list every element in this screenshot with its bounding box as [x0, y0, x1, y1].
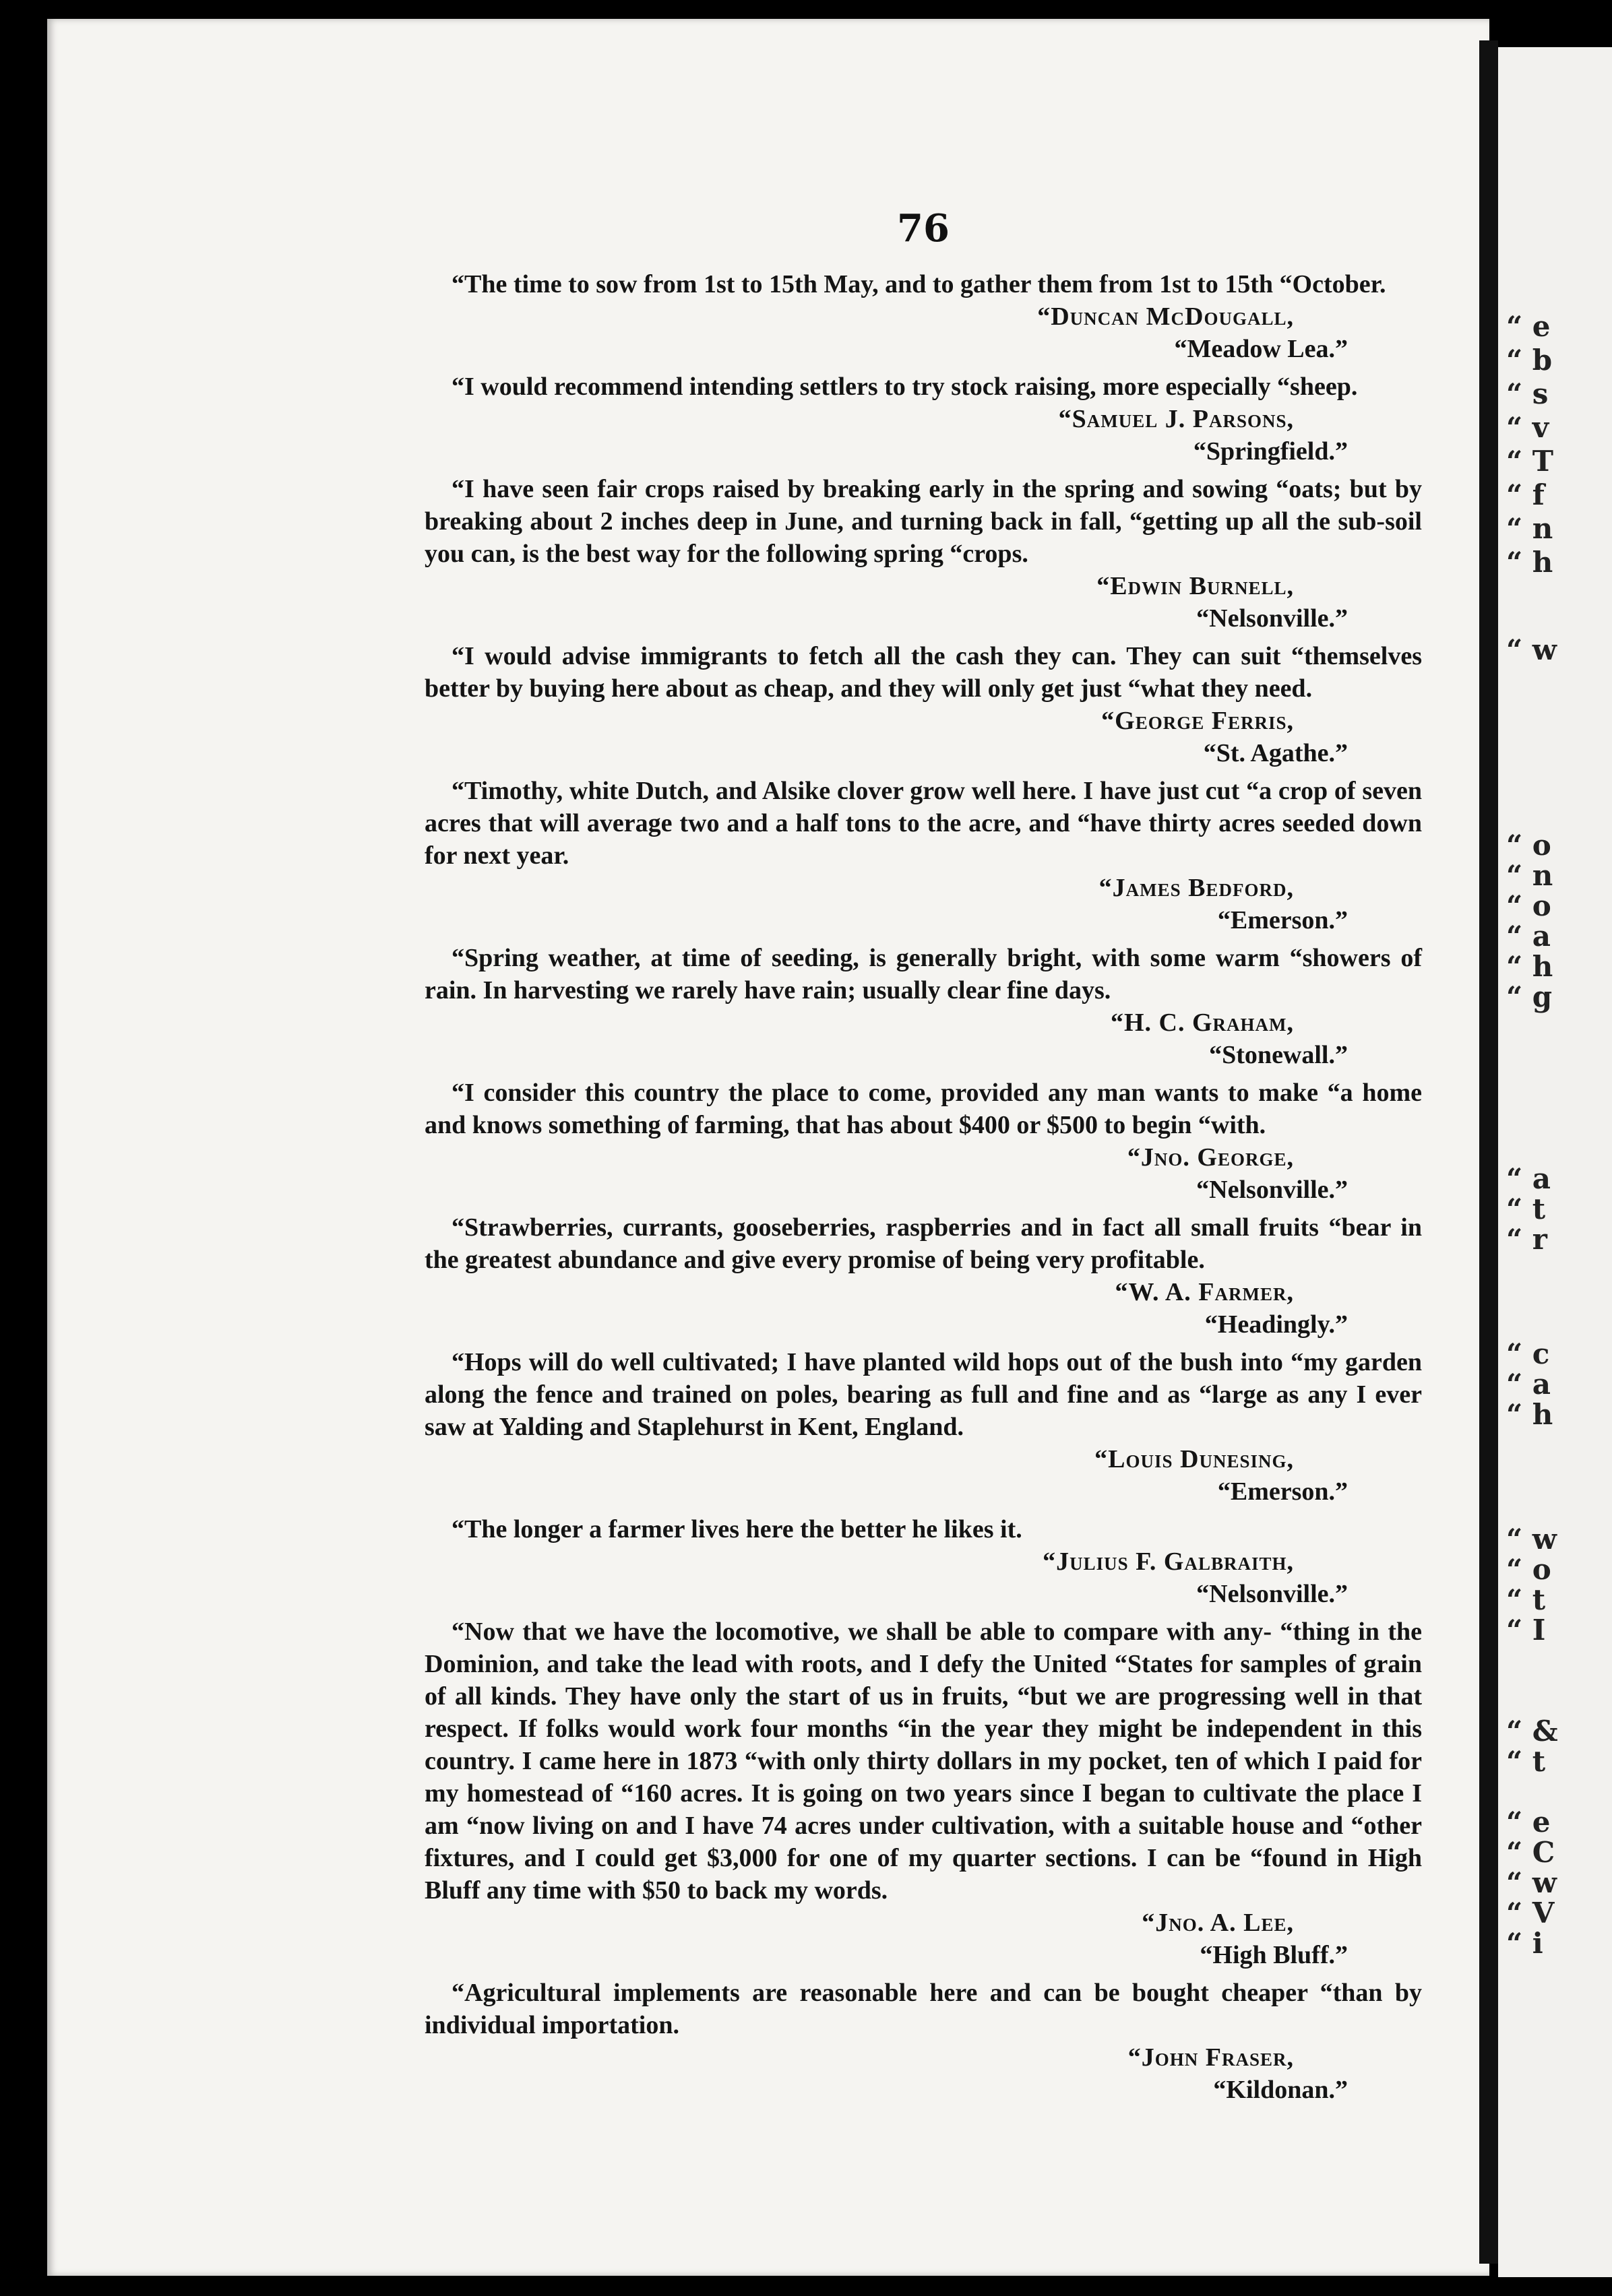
- author-name: “Julius F. Galbraith,: [1043, 1548, 1294, 1576]
- author-place: “Meadow Lea.”: [1174, 335, 1348, 363]
- testimonial-signature: [425, 705, 1422, 769]
- facing-page-fragment: “ g: [1506, 980, 1553, 1013]
- author-name: “George Ferris,: [1101, 707, 1294, 735]
- author-place: “Nelsonville.”: [1196, 604, 1348, 633]
- author-name: “Edwin Burnell,: [1096, 572, 1294, 600]
- author-name: “Louis Dunesing,: [1094, 1445, 1294, 1473]
- testimonial-entry: [425, 1346, 1422, 1508]
- facing-page-fragment: “ o: [1506, 829, 1551, 862]
- testimonial-signature: [425, 403, 1422, 468]
- testimonial-quote: “Spring weather, at time of seeding, is generally bright, with some warm “showers of rain. In harvesting we rarely have rain; usually clear fine days.: [425, 944, 1422, 1004]
- facing-page-fragment: “ n: [1506, 859, 1553, 892]
- facing-page-fragment: “ c: [1506, 1337, 1550, 1370]
- author-name: “Samuel J. Parsons,: [1058, 405, 1294, 433]
- facing-page-fragment: “ h: [1506, 1398, 1553, 1431]
- facing-page-fragment: “ w: [1506, 1866, 1557, 1899]
- author-place: “Kildonan.”: [1213, 2076, 1348, 2104]
- testimonial-entry: [425, 640, 1422, 769]
- facing-page-fragment: “ i: [1506, 1927, 1543, 1960]
- author-name: “James Bedford,: [1098, 874, 1294, 902]
- page-number: 76: [897, 206, 950, 251]
- testimonial-entry: [425, 1616, 1422, 1971]
- facing-page-fragment: “ b: [1506, 344, 1553, 377]
- testimonial-entry: [425, 1077, 1422, 1206]
- facing-page-fragment: “ e: [1506, 310, 1551, 343]
- testimonial-quote: “I have seen fair crops raised by breaking early in the spring and sowing “oats; but by breaking about 2 inches deep in June, and turning back in fall, “getting up all the sub-soil you can, is the best way for the following spring “crops.: [425, 475, 1422, 568]
- testimonial-signature: [425, 872, 1422, 936]
- author-place: “Springfield.”: [1193, 437, 1348, 466]
- testimonials: [425, 268, 1422, 2111]
- author-place: “St. Agathe.”: [1203, 739, 1348, 767]
- facing-page-fragment: “ h: [1506, 546, 1553, 579]
- testimonial-quote: “The time to sow from 1st to 15th May, and to gather them from 1st to 15th “October.: [452, 270, 1386, 298]
- facing-page-fragment: “ V: [1506, 1896, 1555, 1930]
- testimonial-signature: [425, 2041, 1422, 2106]
- facing-page-fragment: “ v: [1506, 411, 1549, 444]
- facing-page-fragment: “ f: [1506, 478, 1545, 511]
- testimonial-quote: “I would advise immigrants to fetch all the cash they can. They can suit “themselves better by buying here about as cheap, and they will only get just “what they need.: [425, 642, 1422, 703]
- facing-page-fragment: “ o: [1506, 889, 1551, 922]
- author-place: “Emerson.”: [1217, 1477, 1348, 1506]
- author-name: “W. A. Farmer,: [1115, 1278, 1294, 1306]
- testimonial-entry: [425, 371, 1422, 468]
- testimonial-entry: [425, 268, 1422, 365]
- facing-page-fragment: “ a: [1506, 1162, 1551, 1195]
- facing-page-fragment: “ w: [1506, 1523, 1557, 1556]
- facing-page-fragment: “ C: [1506, 1836, 1555, 1869]
- facing-page-fragment: “ e: [1506, 1806, 1551, 1839]
- testimonial-entry: [425, 1977, 1422, 2106]
- testimonial-signature: [425, 1443, 1422, 1508]
- author-place: “Headingly.”: [1204, 1310, 1348, 1339]
- author-place: “High Bluff.”: [1200, 1941, 1348, 1969]
- facing-page-fragment: “ o: [1506, 1553, 1551, 1586]
- facing-page-fragment: “ n: [1506, 512, 1553, 545]
- author-place: “Emerson.”: [1217, 906, 1348, 934]
- author-place: “Nelsonville.”: [1196, 1176, 1348, 1204]
- testimonial-signature: [425, 1907, 1422, 1971]
- author-name: “John Fraser,: [1127, 2043, 1294, 2072]
- facing-page-fragment: “ a: [1506, 920, 1551, 953]
- testimonial-entry: [425, 942, 1422, 1071]
- facing-page-fragment: “ a: [1506, 1368, 1551, 1401]
- facing-page-fragment: “ I: [1506, 1614, 1546, 1647]
- testimonial-signature: [425, 1545, 1422, 1610]
- testimonial-signature: [425, 570, 1422, 635]
- testimonial-quote: “Strawberries, currants, gooseberries, raspberries and in fact all small fruits “bear in the greatest abundance and give every promise of being very profitable.: [425, 1213, 1422, 1274]
- facing-page-fragment: “ t: [1506, 1745, 1546, 1778]
- testimonial-signature: [425, 1007, 1422, 1071]
- testimonial-signature: [425, 300, 1422, 365]
- author-name: “Duncan McDougall,: [1037, 302, 1294, 331]
- facing-page-fragment: “ w: [1506, 633, 1557, 666]
- facing-page-fragment: “ s: [1506, 377, 1549, 410]
- facing-page-fragment: “ &: [1506, 1715, 1558, 1748]
- author-place: “Nelsonville.”: [1196, 1580, 1348, 1608]
- facing-page-fragment: “ T: [1506, 445, 1554, 478]
- testimonial-quote: “Now that we have the locomotive, we shall be able to compare with any- “thing in the Dominion, and take the lead with roots, and I defy the United “States for samples of grain of all kinds. They have only the start of us in fruits, “but we are progressing well in that respect. If folks would work four months “in the year they might be independent in this country. I came here in 1873 “with only thirty dollars in my pocket, ten of which I paid for my homestead of “160 acres. It is going on two years since I began to cultivate the place I am “now living on and I have 74 acres under cultivation, with a suitable house and “other fixtures, and I could get $3,000 for one of my quarter sections. I can be “found in High Bluff any time with $50 to back my words.: [425, 1618, 1422, 1905]
- testimonial-quote: “I would recommend intending settlers to try stock raising, more especially “sheep.: [452, 373, 1358, 401]
- scanned-page: [47, 19, 1489, 2276]
- testimonial-entry: [425, 473, 1422, 635]
- testimonial-entry: [425, 1513, 1422, 1610]
- facing-page-fragment: “ t: [1506, 1192, 1546, 1225]
- testimonial-quote: “Timothy, white Dutch, and Alsike clover grow well here. I have just cut “a crop of seven acres that will average two and a half tons to the acre, and “have thirty acres seeded down for next year.: [425, 777, 1422, 870]
- testimonial-quote: “Agricultural implements are reasonable here and can be bought cheaper “than by individual importation.: [425, 1979, 1422, 2039]
- facing-page-fragment: “ t: [1506, 1583, 1546, 1616]
- testimonial-quote: “I consider this country the place to come, provided any man wants to make “a home and knows something of farming, that has about $400 or $500 to begin “with.: [425, 1079, 1422, 1139]
- facing-page-fragment: “ h: [1506, 950, 1553, 983]
- testimonial-signature: [425, 1276, 1422, 1341]
- book-gutter: [1479, 40, 1498, 2264]
- testimonial-signature: [425, 1141, 1422, 1206]
- author-place: “Stonewall.”: [1209, 1041, 1348, 1069]
- author-name: “Jno. George,: [1127, 1143, 1294, 1172]
- author-name: “H. C. Graham,: [1110, 1009, 1294, 1037]
- testimonial-quote: “The longer a farmer lives here the better he likes it.: [452, 1515, 1022, 1543]
- testimonial-entry: [425, 1211, 1422, 1341]
- testimonial-entry: [425, 775, 1422, 936]
- facing-page-fragment: “ r: [1506, 1223, 1547, 1256]
- testimonial-quote: “Hops will do well cultivated; I have planted wild hops out of the bush into “my garden along the fence and trained on poles, bearing as full and fine and as “large as any I ever saw at Yalding and Staplehurst in Kent, England.: [425, 1348, 1422, 1441]
- facing-page-edge: [1498, 47, 1612, 2277]
- author-name: “Jno. A. Lee,: [1142, 1909, 1294, 1937]
